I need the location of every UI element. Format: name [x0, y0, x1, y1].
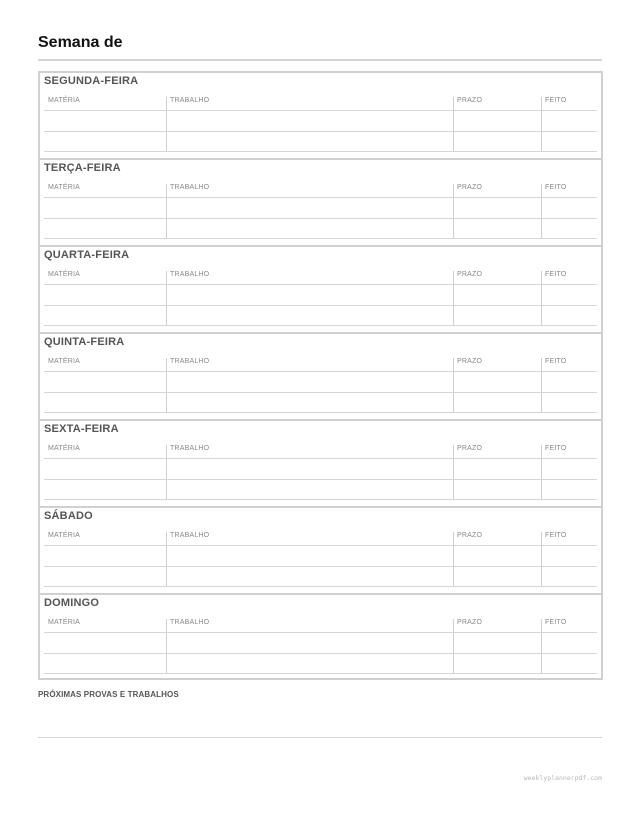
col-head-done: FEITO [545, 271, 567, 278]
row-line[interactable] [44, 218, 597, 219]
col-head-subject: MATÉRIA [48, 445, 80, 452]
col-separator [541, 184, 542, 238]
col-separator [453, 445, 454, 499]
day-name: QUARTA-FEIRA [44, 249, 130, 261]
col-head-subject: MATÉRIA [48, 184, 80, 191]
day-sunday [40, 595, 601, 682]
col-separator [541, 358, 542, 412]
col-head-due: PRAZO [457, 271, 483, 278]
col-head-due: PRAZO [457, 619, 483, 626]
day-name: QUINTA-FEIRA [44, 336, 125, 348]
col-separator [541, 532, 542, 586]
col-separator [166, 358, 167, 412]
col-separator [453, 619, 454, 673]
col-separator [453, 271, 454, 325]
col-head-task: TRABALHO [170, 532, 210, 539]
row-line[interactable] [44, 653, 597, 654]
col-head-subject: MATÉRIA [48, 271, 80, 278]
row-line[interactable] [44, 545, 597, 546]
col-head-done: FEITO [545, 445, 567, 452]
col-separator [166, 271, 167, 325]
col-head-due: PRAZO [457, 445, 483, 452]
col-head-task: TRABALHO [170, 619, 210, 626]
col-separator [166, 619, 167, 673]
col-head-subject: MATÉRIA [48, 358, 80, 365]
col-separator [166, 445, 167, 499]
col-head-due: PRAZO [457, 358, 483, 365]
page-title: Semana de [38, 34, 123, 51]
row-line[interactable] [44, 305, 597, 306]
row-line[interactable] [44, 151, 597, 152]
day-name: SEGUNDA-FEIRA [44, 75, 139, 87]
day-name: SEXTA-FEIRA [44, 423, 119, 435]
day-monday [40, 73, 601, 160]
col-separator [541, 271, 542, 325]
col-head-task: TRABALHO [170, 184, 210, 191]
col-separator [453, 358, 454, 412]
row-line[interactable] [44, 479, 597, 480]
day-wednesday [40, 247, 601, 334]
row-line[interactable] [44, 110, 597, 111]
col-separator [541, 445, 542, 499]
col-head-done: FEITO [545, 97, 567, 104]
col-head-done: FEITO [545, 184, 567, 191]
col-head-due: PRAZO [457, 532, 483, 539]
day-name: DOMINGO [44, 597, 100, 609]
row-line[interactable] [44, 131, 597, 132]
col-head-due: PRAZO [457, 184, 483, 191]
col-separator [166, 184, 167, 238]
row-line[interactable] [44, 673, 597, 674]
day-friday [40, 421, 601, 508]
upcoming-label: PRÓXIMAS PROVAS E TRABALHOS [38, 690, 179, 699]
col-head-task: TRABALHO [170, 97, 210, 104]
site-url: weeklyplannerpdf.com [523, 774, 602, 782]
day-name: SÁBADO [44, 510, 93, 522]
row-line[interactable] [44, 392, 597, 393]
col-separator [166, 97, 167, 151]
row-line[interactable] [44, 458, 597, 459]
col-head-task: TRABALHO [170, 445, 210, 452]
col-head-subject: MATÉRIA [48, 97, 80, 104]
col-head-subject: MATÉRIA [48, 532, 80, 539]
row-line[interactable] [44, 499, 597, 500]
row-line[interactable] [44, 284, 597, 285]
row-line[interactable] [44, 371, 597, 372]
col-head-subject: MATÉRIA [48, 619, 80, 626]
row-line[interactable] [44, 325, 597, 326]
row-line[interactable] [44, 586, 597, 587]
col-separator [453, 184, 454, 238]
col-separator [541, 619, 542, 673]
col-head-task: TRABALHO [170, 271, 210, 278]
col-head-done: FEITO [545, 532, 567, 539]
row-line[interactable] [44, 197, 597, 198]
col-head-task: TRABALHO [170, 358, 210, 365]
col-head-due: PRAZO [457, 97, 483, 104]
row-line[interactable] [44, 412, 597, 413]
col-separator [541, 97, 542, 151]
col-head-done: FEITO [545, 619, 567, 626]
upcoming-line[interactable] [38, 737, 602, 738]
day-name: TERÇA-FEIRA [44, 162, 121, 174]
row-line[interactable] [44, 238, 597, 239]
week-table [38, 71, 603, 680]
col-separator [166, 532, 167, 586]
row-line[interactable] [44, 566, 597, 567]
day-saturday [40, 508, 601, 595]
title-underline [38, 59, 602, 61]
col-head-done: FEITO [545, 358, 567, 365]
col-separator [453, 532, 454, 586]
col-separator [453, 97, 454, 151]
day-tuesday [40, 160, 601, 247]
row-line[interactable] [44, 632, 597, 633]
day-thursday [40, 334, 601, 421]
